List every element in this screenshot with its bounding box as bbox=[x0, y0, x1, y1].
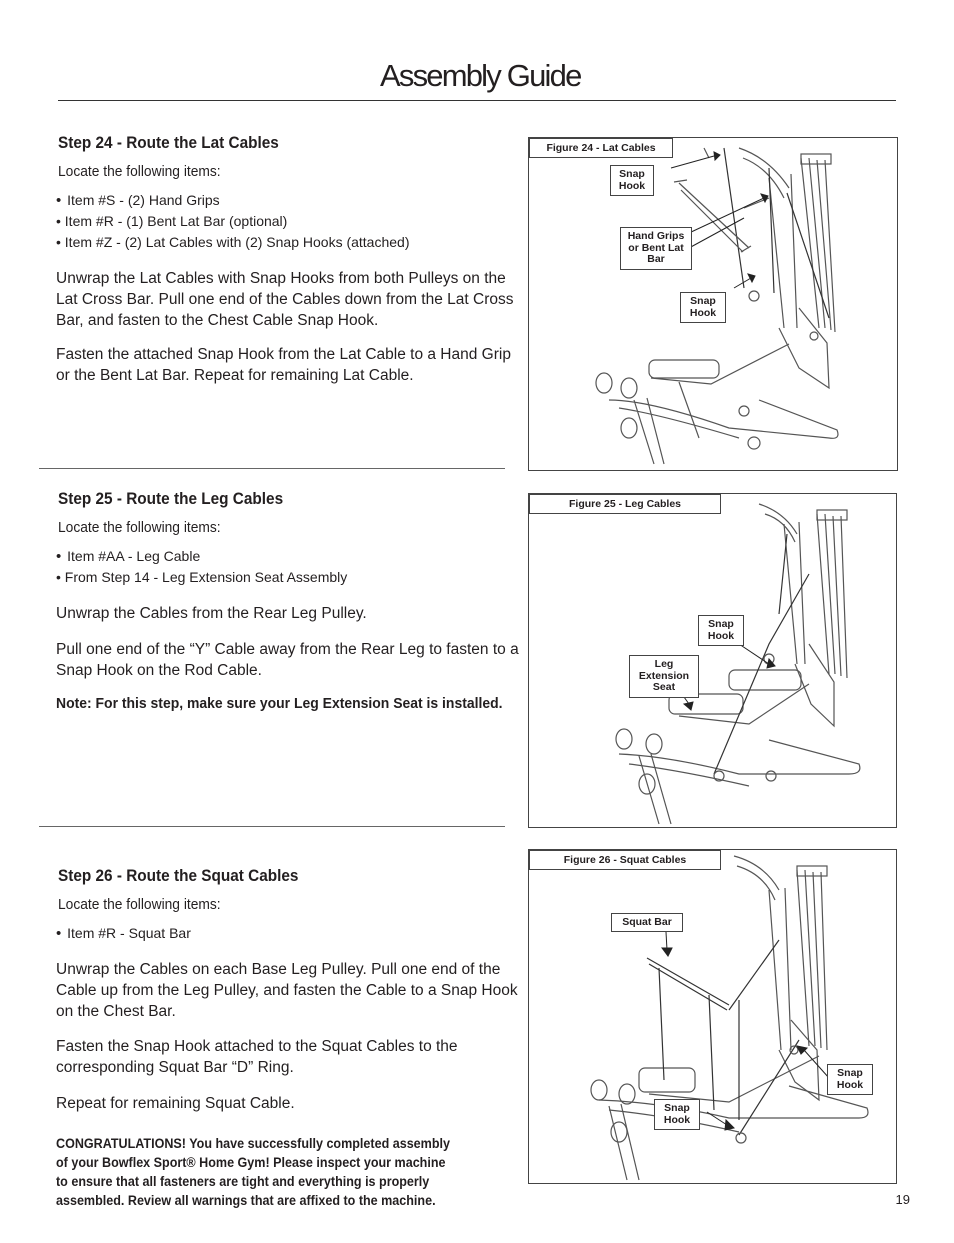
callout-snap-hook: Snap Hook bbox=[827, 1064, 873, 1095]
list-item: • Item #R - Squat Bar bbox=[56, 925, 191, 942]
step25-note: Note: For this step, make sure your Leg Extension Seat is installed. bbox=[56, 695, 503, 712]
callout-leg-extension-seat: Leg Extension Seat bbox=[629, 655, 699, 698]
step25-paragraph-1: Unwrap the Cables from the Rear Leg Pulley. bbox=[56, 605, 367, 622]
figure-26-caption: Figure 26 - Squat Cables bbox=[529, 850, 721, 870]
list-item: • Item #S - (2) Hand Grips bbox=[56, 192, 220, 209]
callout-snap-hook: Snap Hook bbox=[610, 165, 654, 196]
step25-title: Step 25 - Route the Leg Cables bbox=[58, 490, 284, 508]
callout-hand-grips: Hand Grips or Bent Lat Bar bbox=[620, 227, 692, 270]
step24-item-list bbox=[56, 192, 410, 255]
step24-paragraph-2: Fasten the attached Snap Hook from the Lat Cable to a Hand Grip or the Bent Lat Bar. Repeat for remaining Lat Cable. bbox=[56, 346, 511, 384]
section-divider bbox=[39, 826, 505, 827]
step26-item-list bbox=[56, 925, 191, 946]
figure-25 bbox=[528, 493, 897, 828]
step26-title: Step 26 - Route the Squat Cables bbox=[58, 867, 299, 885]
step24-paragraph-1: Unwrap the Lat Cables with Snap Hooks from both Pulleys on the Lat Cross Bar. Pull one end of the Cables down from the Lat Cross Bar, and fasten to the Chest Cable Snap Hook. bbox=[56, 270, 514, 329]
callout-squat-bar: Squat Bar bbox=[611, 913, 683, 932]
step24-locate: Locate the following items: bbox=[58, 163, 221, 180]
gym-illustration-26 bbox=[529, 850, 896, 1183]
list-item: • Item #R - (1) Bent Lat Bar (optional) bbox=[56, 213, 288, 229]
figure-25-caption: Figure 25 - Leg Cables bbox=[529, 494, 721, 514]
step26-paragraph-2: Fasten the Snap Hook attached to the Squat Cables to the corresponding Squat Bar “D” Ring. bbox=[56, 1038, 458, 1076]
step24-title: Step 24 - Route the Lat Cables bbox=[58, 134, 279, 152]
step26-locate: Locate the following items: bbox=[58, 896, 221, 913]
congratulations-note: CONGRATULATIONS! You have successfully completed assembly of your Bowflex Sport® Home Gym! Please inspect your machine to ensure that all fasteners are tight and everything is properly assembled. Review all warnings that are affixed to the machine. bbox=[56, 1136, 450, 1208]
step25-item-list bbox=[56, 548, 347, 590]
title-divider bbox=[58, 100, 896, 101]
page-title: Assembly Guide bbox=[380, 58, 581, 93]
step26-paragraph-3: Repeat for remaining Squat Cable. bbox=[56, 1095, 295, 1112]
callout-snap-hook: Snap Hook bbox=[654, 1099, 700, 1130]
figure-26 bbox=[528, 849, 897, 1184]
section-divider bbox=[39, 468, 505, 469]
step26-paragraph-1: Unwrap the Cables on each Base Leg Pulley. Pull one end of the Cable up from the Leg Pulley, and fasten the Cable to a Snap Hook on the Chest Bar. bbox=[56, 961, 518, 1020]
callout-snap-hook: Snap Hook bbox=[698, 615, 744, 646]
list-item: • Item #AA - Leg Cable bbox=[56, 548, 201, 565]
figure-24-caption: Figure 24 - Lat Cables bbox=[529, 138, 673, 158]
gym-illustration-25 bbox=[529, 494, 896, 827]
list-item: • From Step 14 - Leg Extension Seat Assembly bbox=[56, 569, 348, 585]
step25-locate: Locate the following items: bbox=[58, 519, 221, 536]
list-item: • Item #Z - (2) Lat Cables with (2) Snap Hooks (attached) bbox=[56, 234, 410, 250]
callout-snap-hook: Snap Hook bbox=[680, 292, 726, 323]
figure-24 bbox=[528, 137, 898, 471]
page-number: 19 bbox=[895, 1192, 910, 1207]
step25-paragraph-2: Pull one end of the “Y” Cable away from the Rear Leg to fasten to a Snap Hook on the Rod Cable. bbox=[56, 641, 519, 679]
